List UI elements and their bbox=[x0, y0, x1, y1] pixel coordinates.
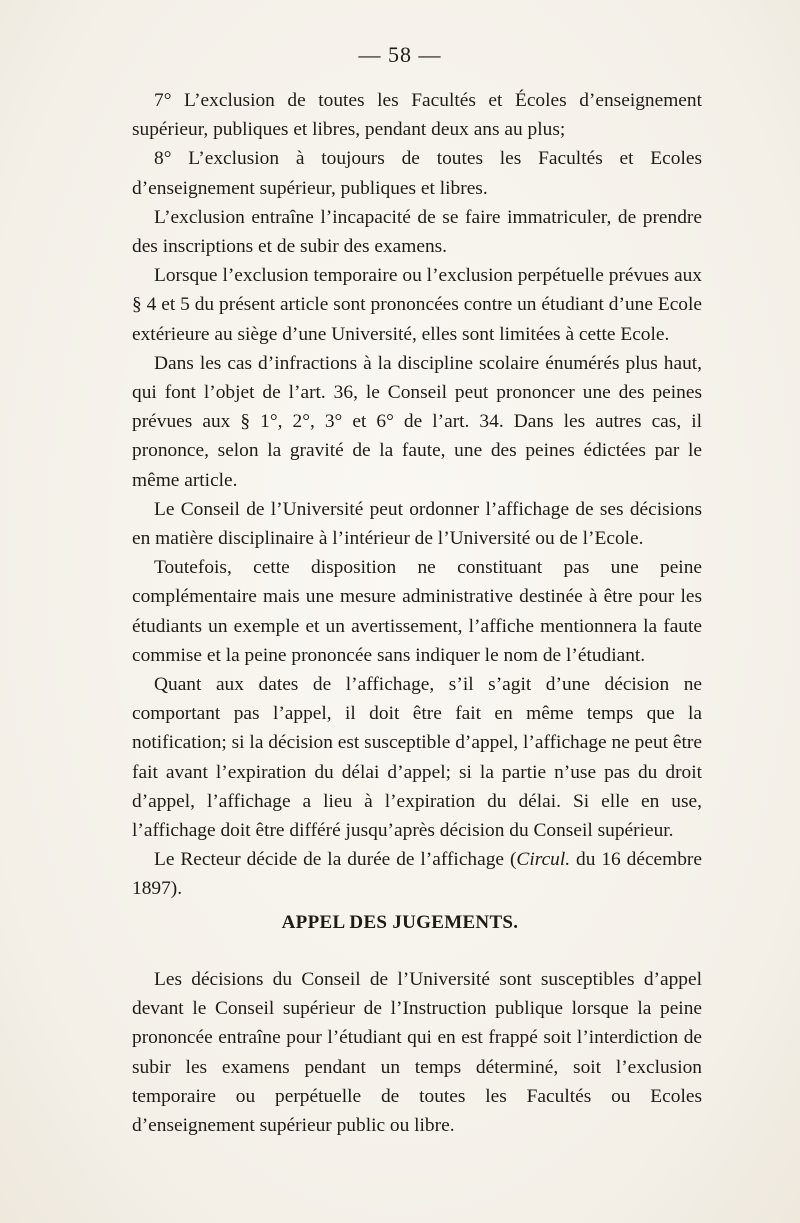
paragraph-exclusion-forever: 8° L’exclusion à toujours de toutes les Facultés et Ecoles d’enseignement supérieur, publiques et libres. bbox=[132, 148, 702, 199]
section-heading: APPEL DES JUGEMENTS. bbox=[281, 912, 519, 933]
bottom-text-block bbox=[132, 965, 702, 1140]
page-number: — 58 — bbox=[358, 42, 442, 67]
paragraph-administrative-measure: Toutefois, cette disposition ne constituant pas une peine complémentaire mais une mesure administrative destinée à être pour les étudiants un exemple et un avertissement, l’affiche mentionnera la faute commise et la peine prononcée sans indiquer le nom de l’étudiant. bbox=[132, 557, 702, 666]
paragraph-display-decisions: Le Conseil de l’Université peut ordonner l’affichage de ses décisions en matière disciplinaire à l’intérieur de l’Université ou de l’Ecole. bbox=[132, 498, 702, 550]
paragraph-discipline-cases: Dans les cas d’infractions à la discipline scolaire énumérés plus haut, qui font l’objet de l’art. 36, le Conseil peut prononcer une des peines prévues aux § 1°, 2°, 3° et 6° de l’art. 34. Dans les autres cas, il prononce, selon la gravité de la faute, une des peines édictées par le même article. bbox=[132, 352, 702, 491]
paragraph-exclusion-limits: Lorsque l’exclusion temporaire ou l’exclusion perpétuelle prévues aux § 4 et 5 du présent article sont prononcées contre un étudiant d’une Ecole extérieure au siège d’une Université, elles sont limitées à cette Ecole. bbox=[132, 265, 702, 345]
paragraph-exclusion-two-years: 7° L’exclusion de toutes les Facultés et Écoles d’enseignement supérieur, publiques et libres, pendant deux ans au plus; bbox=[132, 90, 702, 141]
paragraph-display-duration bbox=[132, 845, 702, 903]
paragraph-appeal-rights: Les décisions du Conseil de l’Université sont susceptibles d’appel devant le Conseil supérieur de l’Instruction publique lorsque la peine prononcée entraîne pour l’étudiant qui en est frappé soit l’interdiction de subir les examens pendant un temps déterminé, soit l’exclusion temporaire ou perpétuelle de toutes les Facultés ou Ecoles d’enseignement supérieur public ou libre. bbox=[132, 969, 702, 1137]
paragraph-display-dates: Quant aux dates de l’affichage, s’il s’agit d’une décision ne comportant pas l’appel, il doit être fait en même temps que la notification; si la décision est susceptible d’appel, l’affichage ne peut être fait avant l’expiration du délai d’appel; si la partie n’use pas du droit d’appel, l’affichage a lieu à l’expiration du délai. Si elle en use, l’affichage doit être différé jusqu’après décision du Conseil supérieur. bbox=[132, 674, 702, 842]
display-duration-after: du 16 décembre 1897). bbox=[132, 849, 702, 900]
display-duration-before: Le Recteur décide de la durée de l’affichage ( bbox=[154, 849, 517, 871]
paragraph-incapacity: L’exclusion entraîne l’incapacité de se faire immatriculer, de prendre des inscriptions et de subir des examens. bbox=[132, 206, 702, 258]
top-text-block bbox=[132, 86, 702, 904]
circulaire-abbreviation: Circul. bbox=[516, 849, 571, 871]
